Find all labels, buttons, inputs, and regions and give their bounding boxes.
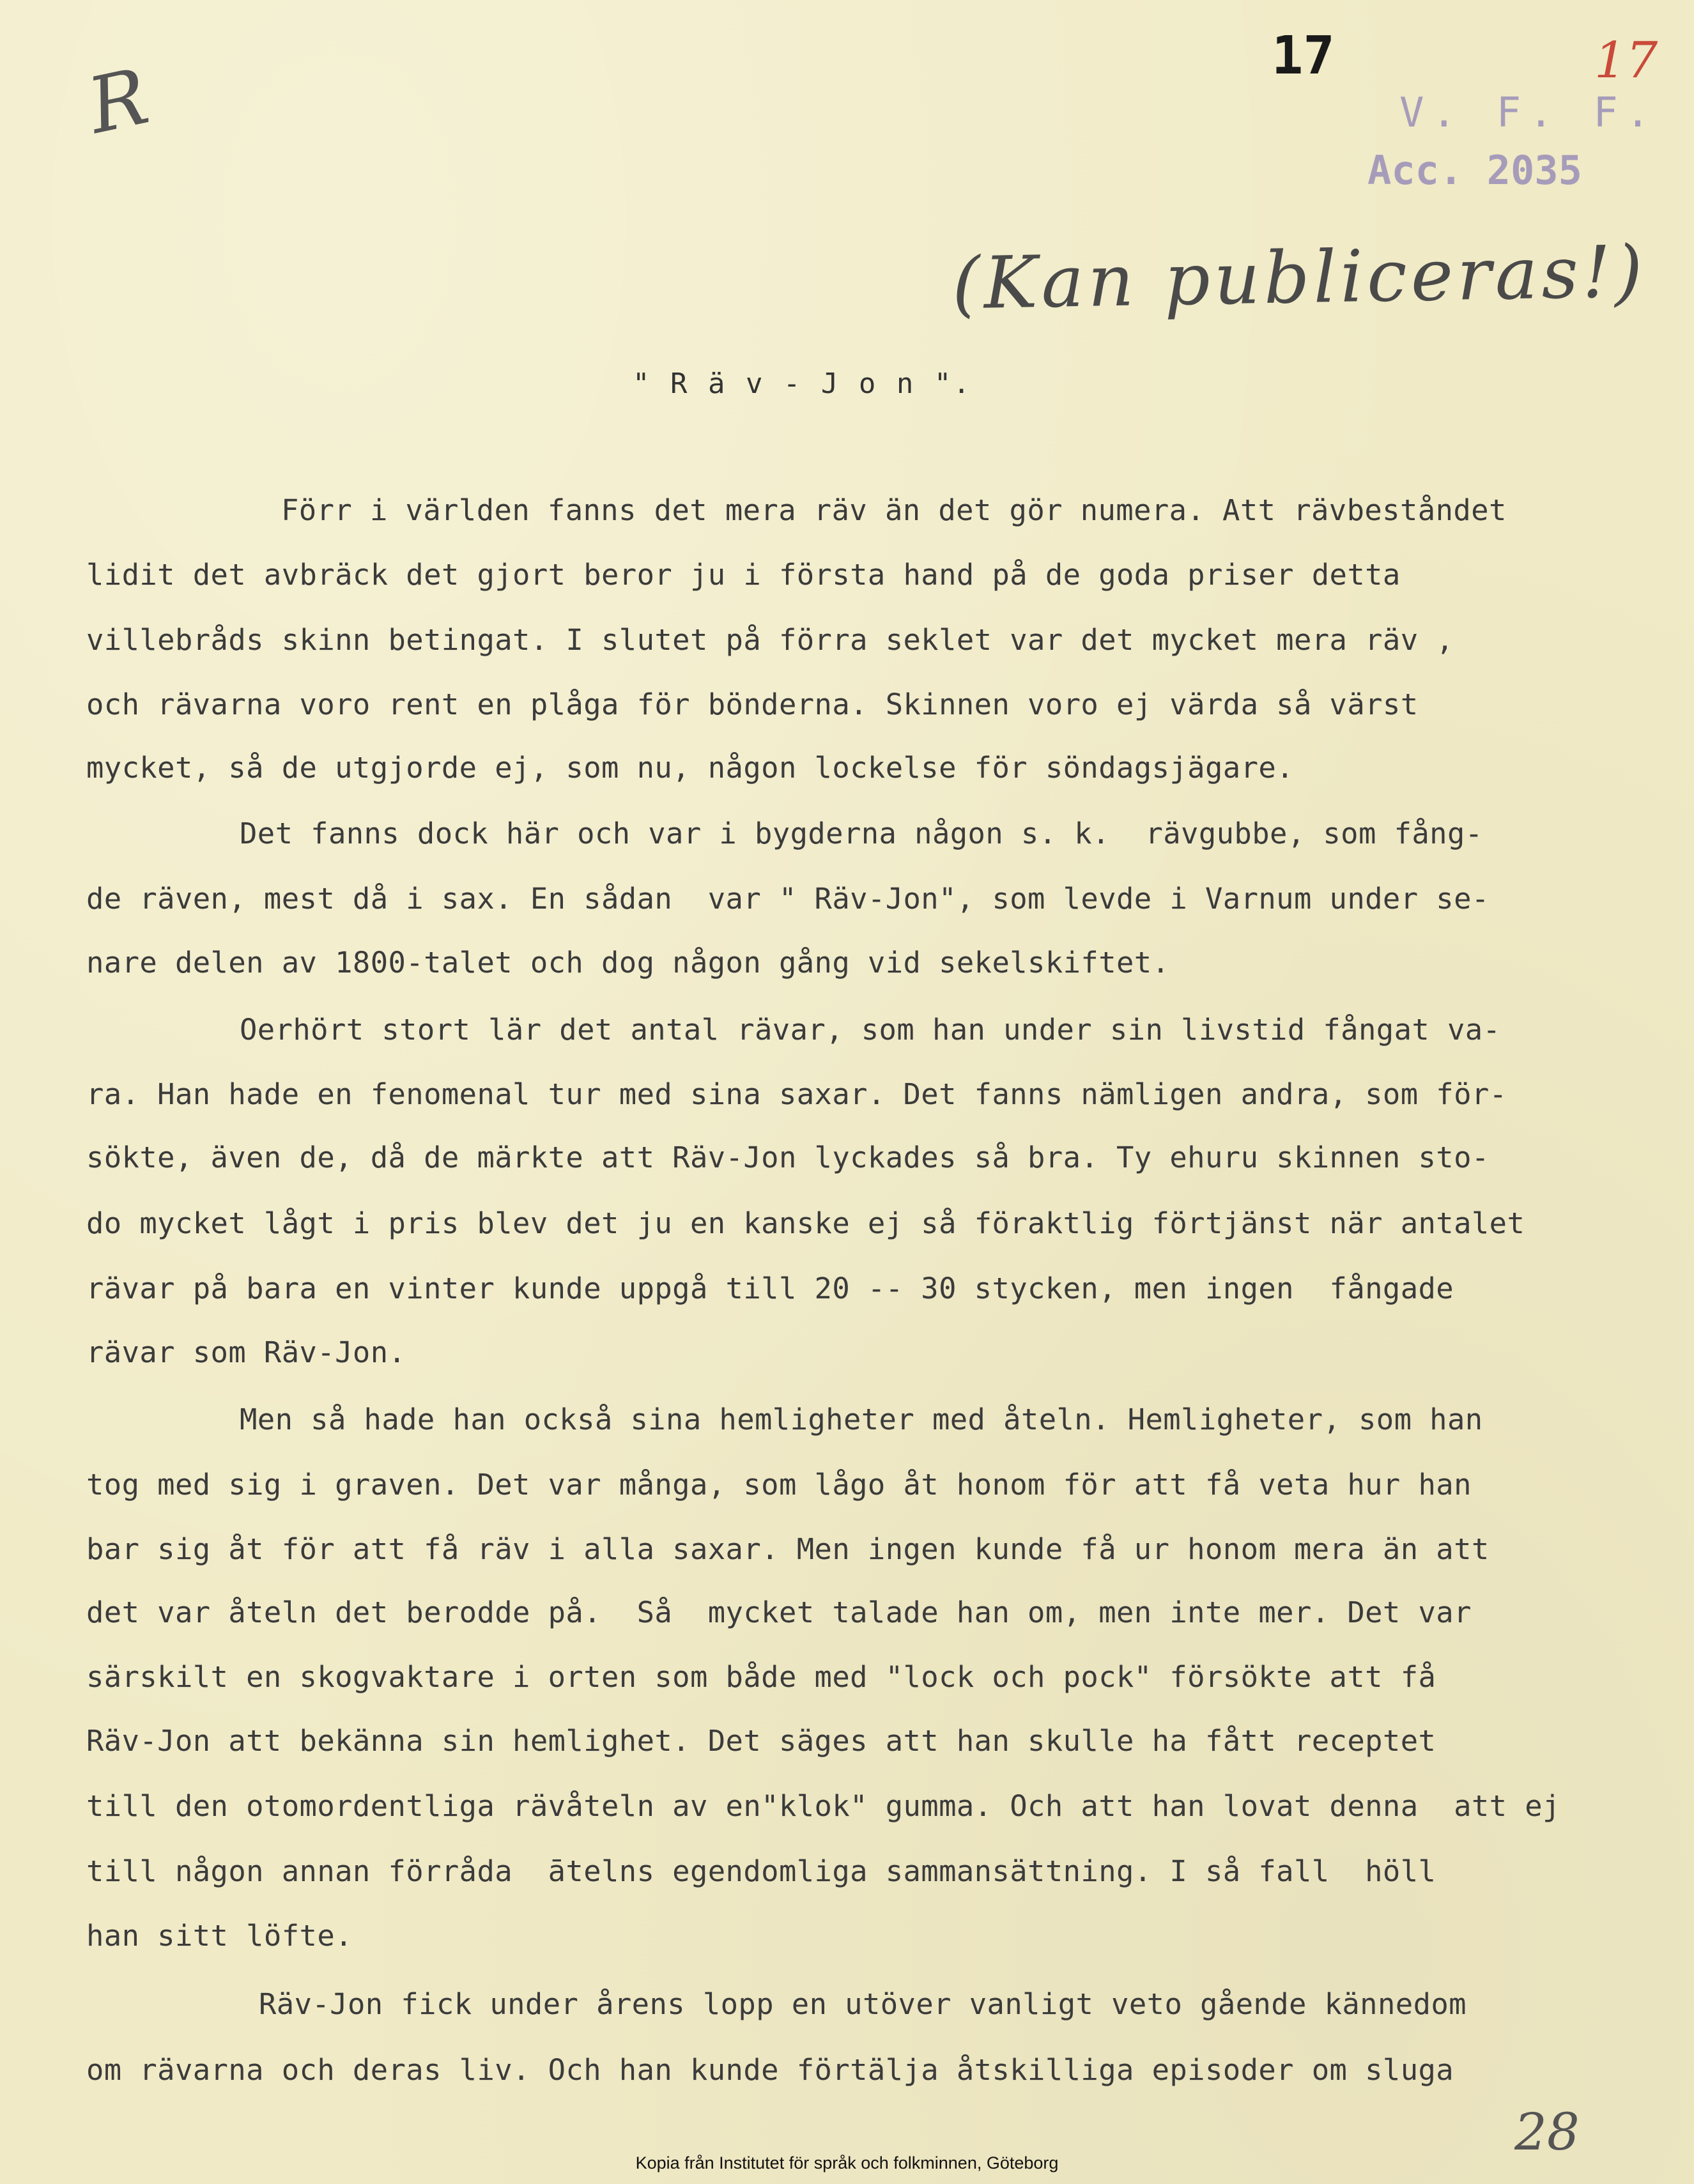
text-line: bar sig åt för att få räv i alla saxar. Men ingen kunde få ur honom mera än att xyxy=(86,1532,1490,1566)
text-line: Förr i världen fanns det mera räv än det gör numera. Att rävbeståndet xyxy=(281,493,1507,527)
text-line: villebråds skinn betingat. I slutet på förra seklet var det mycket mera räv , xyxy=(86,623,1454,657)
publication-note: (Kan publiceras!) xyxy=(951,230,1647,326)
handwritten-folio: 28 xyxy=(1514,2102,1580,2162)
text-line: till någon annan förråda ātelns egendomliga sammansättning. I så fall höll xyxy=(86,1854,1436,1888)
text-line: om rävarna och deras liv. Och han kunde förtälja åtskilliga episoder om sluga xyxy=(86,2053,1454,2087)
text-line: mycket, så de utgjorde ej, som nu, någon lockelse för söndagsjägare. xyxy=(86,751,1294,785)
text-line: rävar på bara en vinter kunde uppgå till 20 -- 30 stycken, men ingen fångade xyxy=(86,1272,1454,1305)
document-title: " R ä v - J o n ". xyxy=(633,367,972,400)
text-line: sökte, även de, då de märkte att Räv-Jon lyckades så bra. Ty ehuru skinnen sto- xyxy=(86,1141,1490,1174)
archive-footer: Kopia från Institutet för språk och folkminnen, Göteborg xyxy=(635,2153,1059,2172)
page-number: 17 xyxy=(1272,26,1335,86)
text-line: Men så hade han också sina hemligheter med åteln. Hemligheter, som han xyxy=(240,1403,1483,1436)
text-line: ra. Han hade en fenomenal tur med sina saxar. Det fanns nämligen andra, som för- xyxy=(86,1077,1507,1111)
archive-stamp-accession: Acc. 2035 xyxy=(1367,147,1582,194)
text-line: Det fanns dock här och var i bygderna någon s. k. rävgubbe, som fång- xyxy=(240,817,1483,850)
text-line: de räven, mest då i sax. En sådan var " Räv-Jon", som levde i Varnum under se- xyxy=(86,882,1490,916)
text-line: Oerhört stort lär det antal rävar, som han under sin livstid fångat va- xyxy=(240,1013,1501,1047)
archive-stamp-vff: V. F. F. xyxy=(1399,89,1658,137)
text-line: särskilt en skogvaktare i orten som både med "lock och pock" försökte att få xyxy=(86,1660,1436,1694)
red-page-number: 17 xyxy=(1594,32,1658,89)
text-line: och rävarna voro rent en plåga för bönderna. Skinnen voro ej värda så värst xyxy=(86,688,1419,721)
text-line: tog med sig i graven. Det var många, som lågo åt honom för att få veta hur han xyxy=(86,1468,1472,1502)
text-line: do mycket lågt i pris blev det ju en kanske ej så föraktlig förtjänst när antalet xyxy=(86,1206,1525,1240)
text-line: Räv-Jon att bekänna sin hemlighet. Det säges att han skulle ha fått receptet xyxy=(86,1724,1436,1758)
text-line: det var åteln det berodde på. Så mycket talade han om, men inte mer. Det var xyxy=(86,1596,1472,1629)
text-line: till den otomordentliga rävåteln av en"klok" gumma. Och att han lovat denna att ej xyxy=(86,1789,1560,1823)
text-line: han sitt löfte. xyxy=(86,1919,353,1953)
text-line: Räv-Jon fick under årens lopp en utöver vanligt veto gående kännedom xyxy=(259,1987,1467,2021)
text-line: lidit det avbräck det gjort beror ju i första hand på de goda priser detta xyxy=(86,558,1401,592)
text-line: rävar som Räv-Jon. xyxy=(86,1335,406,1369)
handwritten-initial: R xyxy=(81,52,156,151)
text-line: nare delen av 1800-talet och dog någon gång vid sekelskiftet. xyxy=(86,946,1170,980)
